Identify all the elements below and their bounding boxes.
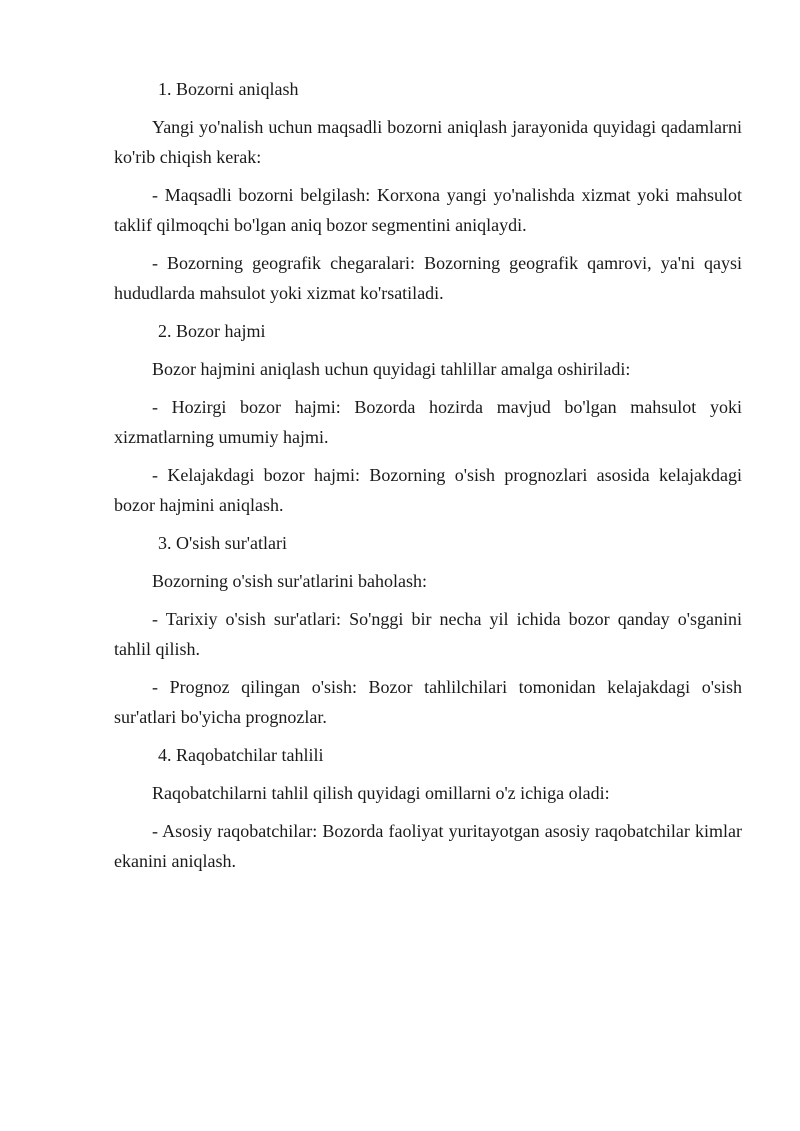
- section-heading-competitor-analysis: 4. Raqobatchilar tahlili: [158, 745, 324, 765]
- paragraph-forecast-growth: - Prognoz qilingan o'sish: Bozor tahlilchilari tomonidan kelajakdagi o'sish sur'atlari bo'yicha prognozlar.: [114, 677, 742, 727]
- paragraph-geographic-boundaries: - Bozorning geografik chegaralari: Bozorning geografik qamrovi, ya'ni qaysi hududlarda mahsulot yoki xizmat ko'rsatiladi.: [114, 253, 742, 303]
- section-heading-market-size: 2. Bozor hajmi: [158, 321, 266, 341]
- paragraph-market-definition-intro: Yangi yo'nalish uchun maqsadli bozorni aniqlash jarayonida quyidagi qadamlarni ko'rib chiqish kerak:: [114, 117, 742, 167]
- document-body: [114, 74, 742, 876]
- paragraph-main-competitors: - Asosiy raqobatchilar: Bozorda faoliyat yuritayotgan asosiy raqobatchilar kimlar ekanini aniqlash.: [114, 821, 742, 871]
- section-heading-growth-rates: 3. O'sish sur'atlari: [158, 533, 287, 553]
- paragraph-future-market-size: - Kelajakdagi bozor hajmi: Bozorning o'sish prognozlari asosida kelajakdagi bozor hajmini aniqlash.: [114, 465, 742, 515]
- paragraph-historical-growth: - Tarixiy o'sish sur'atlari: So'nggi bir necha yil ichida bozor qanday o'sganini tahlil qilish.: [114, 609, 742, 659]
- section-heading-market-definition: 1. Bozorni aniqlash: [158, 79, 299, 99]
- paragraph-market-size-intro: Bozor hajmini aniqlash uchun quyidagi tahlillar amalga oshiriladi:: [152, 359, 631, 379]
- paragraph-current-market-size: - Hozirgi bozor hajmi: Bozorda hozirda mavjud bo'lgan mahsulot yoki xizmatlarning umumiy hajmi.: [114, 397, 742, 447]
- paragraph-target-market: - Maqsadli bozorni belgilash: Korxona yangi yo'nalishda xizmat yoki mahsulot taklif qilmoqchi bo'lgan aniq bozor segmentini aniqlaydi.: [114, 185, 742, 235]
- paragraph-competitor-analysis-intro: Raqobatchilarni tahlil qilish quyidagi omillarni o'z ichiga oladi:: [152, 783, 610, 803]
- paragraph-growth-rates-intro: Bozorning o'sish sur'atlarini baholash:: [152, 571, 427, 591]
